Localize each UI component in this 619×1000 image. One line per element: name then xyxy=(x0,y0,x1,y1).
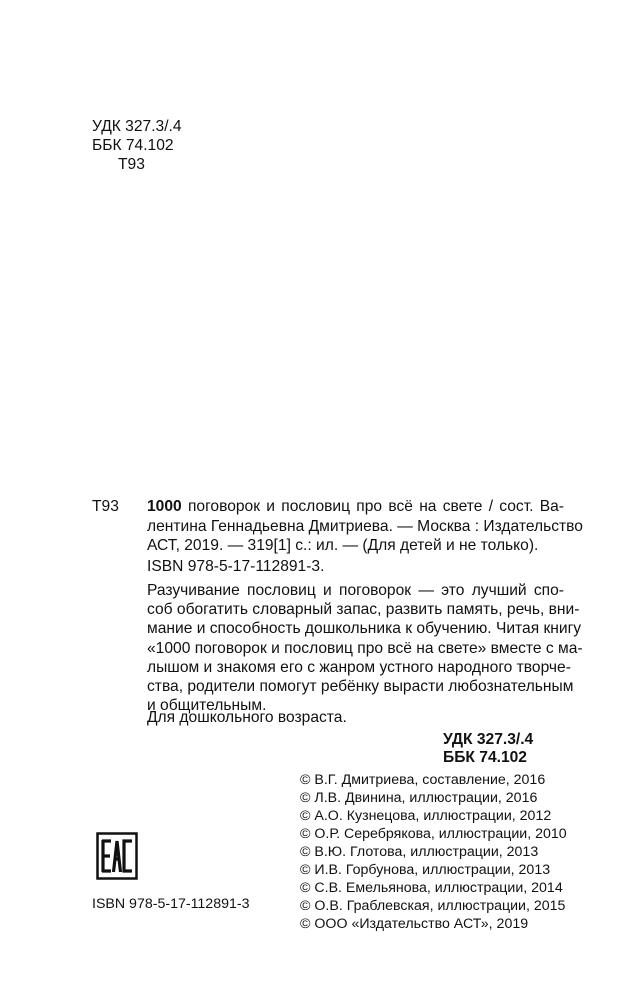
record-bbk: ББК 74.102 xyxy=(443,749,527,766)
copyright-line: © И.В. Горбунова, иллюстрации, 2013 xyxy=(300,862,551,878)
record-title-bold: 1000 xyxy=(147,498,182,515)
annotation-line-6: ства, родители помогут ребёнку вырасти любознательным xyxy=(147,678,574,695)
copyright-line: © В.Г. Дмитриева, составление, 2016 xyxy=(300,772,546,788)
copyright-line: © ООО «Издательство АСТ», 2019 xyxy=(300,916,529,932)
annotation-line-7: и общительным. xyxy=(147,697,267,714)
copyright-line: © С.В. Емельянова, иллюстрации, 2014 xyxy=(300,880,563,896)
eac-letter-a xyxy=(114,841,121,872)
copyright-line: © В.Ю. Глотова, иллюстрации, 2013 xyxy=(300,844,539,860)
copyright-line: © А.О. Кузнецова, иллюстрации, 2012 xyxy=(300,808,552,824)
record-title-line-3: АСТ, 2019. — 319[1] с.: ил. — (Для детей и не только). xyxy=(147,537,539,554)
header-udk: УДК 327.3/.4 xyxy=(92,118,182,135)
copyright-line: © О.В. Граблевская, иллюстрации, 2015 xyxy=(300,898,566,914)
annotation-line-1: Разучивание пословиц и поговорок — это лучший спо- xyxy=(147,582,564,599)
footer-isbn: ISBN 978-5-17-112891-3 xyxy=(92,896,250,912)
copyright-line: © Л.В. Двинина, иллюстрации, 2016 xyxy=(300,790,538,806)
record-title-rest: поговорок и пословиц про всё на свете / сост. Ва- xyxy=(181,498,564,515)
record-age: Для дошкольного возраста. xyxy=(147,709,347,726)
annotation-line-2: соб обогатить словарный запас, развить память, речь, вни- xyxy=(147,601,580,618)
record-title-line-1 xyxy=(147,498,564,515)
eac-logo xyxy=(96,832,138,880)
eac-letter-c xyxy=(124,841,132,871)
record-title-line-2: лентина Геннадьевна Дмитриева. — Москва : Издательство xyxy=(147,518,583,535)
annotation-line-5: лышом и знакомя его с жанром устного народного творче- xyxy=(147,659,571,676)
eac-letter-e xyxy=(102,840,111,872)
record-udk: УДК 327.3/.4 xyxy=(443,731,534,748)
header-bbk: ББК 74.102 xyxy=(92,137,174,154)
annotation-line-3: мание и способность дошкольника к обучению. Читая книгу xyxy=(147,620,582,637)
annotation-line-4: «1000 поговорок и пословиц про всё на свете» вместе с ма- xyxy=(147,640,583,657)
record-author-mark: Т93 xyxy=(92,498,119,515)
record-isbn: ISBN 978-5-17-112891-3. xyxy=(147,558,325,575)
header-author-mark: Т93 xyxy=(118,156,145,173)
copyright-line: © О.Р. Серебрякова, иллюстрации, 2010 xyxy=(300,826,567,842)
